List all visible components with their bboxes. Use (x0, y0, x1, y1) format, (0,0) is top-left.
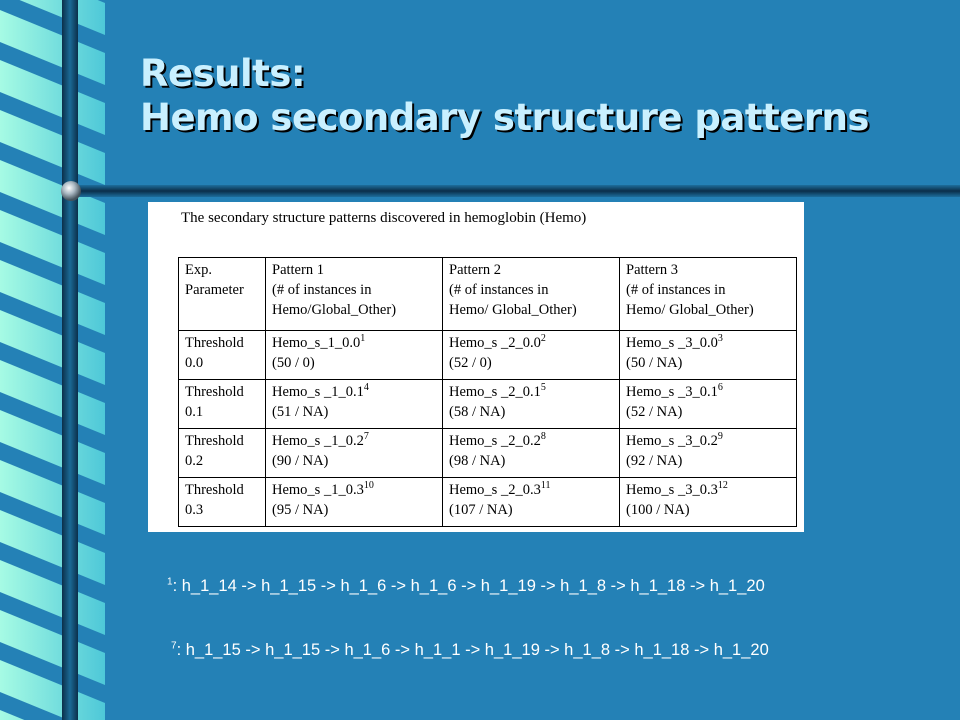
table-row (179, 478, 797, 527)
title-rule (60, 180, 960, 202)
title-line-1: Results: (140, 52, 306, 95)
pattern-cell: Hemo_s $\_3\_0.0^3$ (50 / NA) (620, 331, 797, 380)
pattern-cell: Hemo_s $\_2\_0.3^{11}$ (107 / NA) (443, 478, 620, 527)
title-line-2: Hemo secondary structure patterns (140, 96, 869, 139)
rule-bullet-icon (61, 181, 81, 201)
header-cell-pattern-2: Pattern 2 (# of instances in Hemo/ Global_Other) (443, 258, 620, 331)
param-cell: Threshold 0.2 (179, 429, 266, 478)
pattern-cell: Hemo_s $\_2\_0.0^2$ (52 / 0) (443, 331, 620, 380)
footnote-1: $^1$: h_1_14 -> h_1_15 -> h_1_6 -> h_1_6 -> h_1_19 -> h_1_8 -> h_1_18 -> h_1_20 (167, 576, 765, 595)
param-cell: Threshold 0.3 (179, 478, 266, 527)
pattern-cell: Hemo_s $\_1\_0.3^{10}$ (95 / NA) (266, 478, 443, 527)
table-caption: The secondary structure patterns discovered in hemoglobin (Hemo) (181, 210, 587, 226)
left-ribbon-decoration (0, 0, 110, 720)
pattern-cell: Hemo_s $\_3\_0.1^6$ (52 / NA) (620, 380, 797, 429)
param-cell: Threshold 0.0 (179, 331, 266, 380)
patterns-table-figure (148, 202, 804, 532)
pattern-cell: Hemo_s $\_1\_0.1^4$ (51 / NA) (266, 380, 443, 429)
slide-title (140, 52, 940, 140)
param-cell: Threshold 0.1 (179, 380, 266, 429)
pattern-cell: Hemo_s $\_3\_0.2^9$ (92 / NA) (620, 429, 797, 478)
header-cell-pattern-3: Pattern 3 (# of instances in Hemo/ Global_Other) (620, 258, 797, 331)
header-cell-pattern-1: Pattern 1 (# of instances in Hemo/Global_Other) (266, 258, 443, 331)
pattern-cell: Hemo_s $\_2\_0.1^5$ (58 / NA) (443, 380, 620, 429)
pattern-cell: Hemo_s $\_3\_0.3^{12}$ (100 / NA) (620, 478, 797, 527)
table-header-row (179, 258, 797, 331)
header-cell-param: Exp. Parameter (179, 258, 266, 331)
table-row (179, 429, 797, 478)
pattern-cell: Hemo_s $\_2\_0.2^8$ (98 / NA) (443, 429, 620, 478)
table-row (179, 380, 797, 429)
footnote-7: $^7$: h_1_15 -> h_1_15 -> h_1_6 -> h_1_1 -> h_1_19 -> h_1_8 -> h_1_18 -> h_1_20 (171, 640, 769, 659)
pattern-cell: $Hemo\_s\_1\_0.0^1$ (50 / 0) (266, 331, 443, 380)
pattern-cell: Hemo_s $\_1\_0.2^7$ (90 / NA) (266, 429, 443, 478)
table-row (179, 331, 797, 380)
patterns-table (178, 257, 797, 527)
